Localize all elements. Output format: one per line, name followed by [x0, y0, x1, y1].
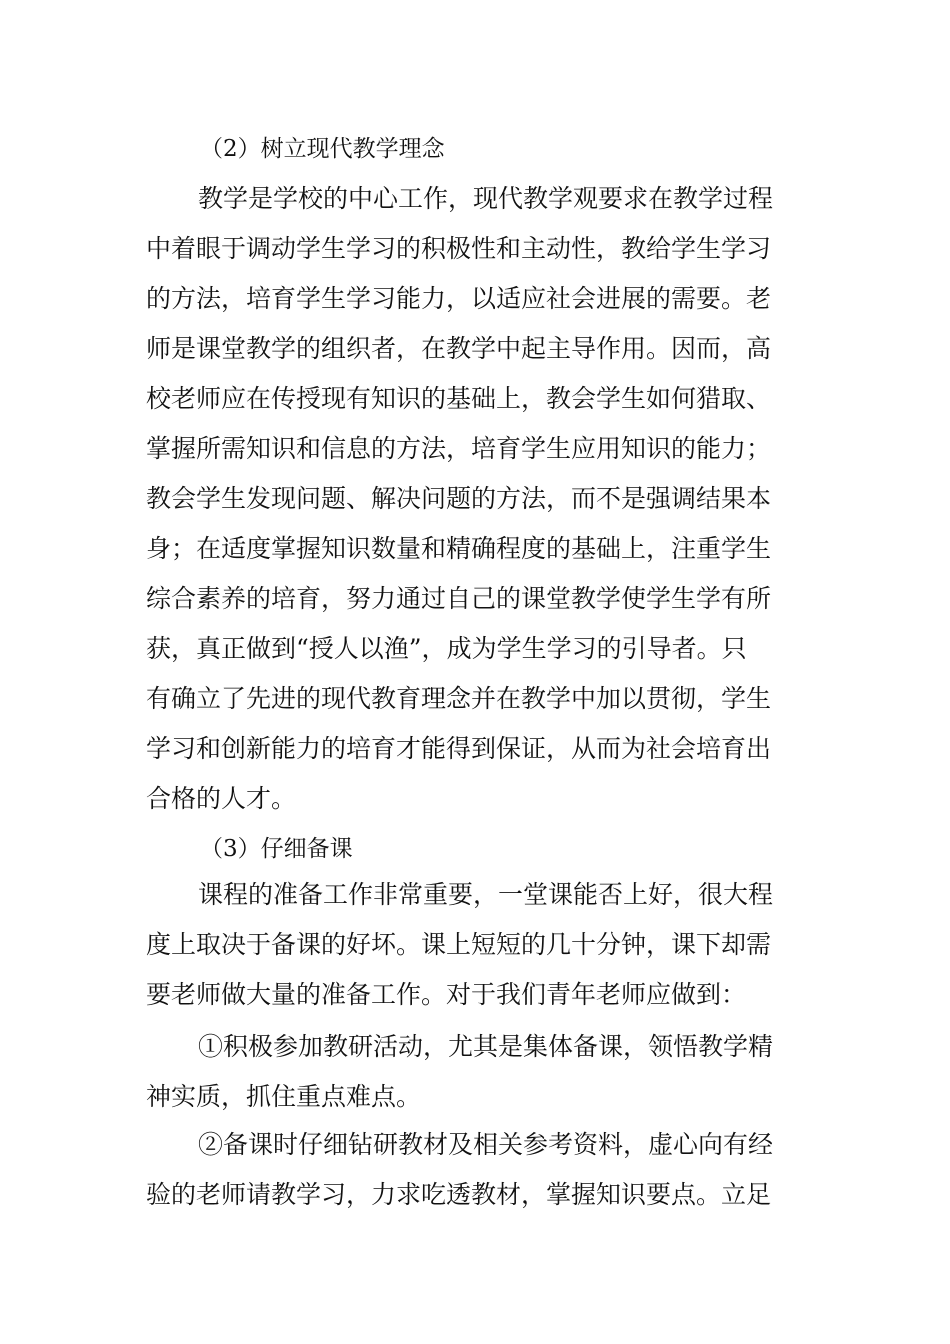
paragraph-line: 获，真正做到“授人以渔”，成为学生学习的引导者。只 [146, 634, 747, 663]
paragraph-line: 度上取决于备课的好坏。课上短短的几十分钟，课下却需 [146, 930, 772, 959]
paragraph-line: 掌握所需知识和信息的方法，培育学生应用知识的能力； [146, 434, 772, 463]
paragraph-teaching-philosophy [146, 174, 806, 824]
paragraph-line: 教学是学校的中心工作，现代教学观要求在教学过程 [198, 184, 774, 213]
paragraph-line: 课程的准备工作非常重要，一堂课能否上好，很大程 [198, 880, 774, 909]
paragraph-line: 合格的人才。 [146, 784, 297, 813]
paragraph-line: 师是课堂教学的组织者，在教学中起主导作用。因而，高 [146, 334, 772, 363]
paragraph-line: 验的老师请教学习，力求吃透教材，掌握知识要点。立足 [146, 1180, 772, 1209]
paragraph-line: 教会学生发现问题、解决问题的方法，而不是强调结果本 [146, 484, 772, 513]
section-heading-2: （2）树立现代教学理念 [200, 136, 445, 162]
paragraph-line: 的方法，培育学生学习能力，以适应社会进展的需要。老 [146, 284, 772, 313]
paragraph-line: 学习和创新能力的培育才能得到保证，从而为社会培育出 [146, 734, 772, 763]
paragraph-line: ①积极参加教研活动，尤其是集体备课，领悟教学精 [198, 1032, 774, 1061]
paragraph-line: 要老师做大量的准备工作。对于我们青年老师应做到： [146, 980, 747, 1009]
list-item-2 [146, 1120, 806, 1220]
paragraph-line: 综合素养的培育，努力通过自己的课堂教学使学生学有所 [146, 584, 772, 613]
paragraph-lesson-preparation [146, 870, 806, 1020]
paragraph-line: 身；在适度掌握知识数量和精确程度的基础上，注重学生 [146, 534, 772, 563]
section-heading-3: （3）仔细备课 [200, 836, 353, 862]
paragraph-line: 校老师应在传授现有知识的基础上，教会学生如何猎取、 [146, 384, 772, 413]
paragraph-line: 中着眼于调动学生学习的积极性和主动性，教给学生学习 [146, 234, 772, 263]
paragraph-line: ②备课时仔细钻研教材及相关参考资料，虚心向有经 [198, 1130, 774, 1159]
paragraph-line: 有确立了先进的现代教育理念并在教学中加以贯彻，学生 [146, 684, 772, 713]
paragraph-line: 神实质，抓住重点难点。 [146, 1082, 422, 1111]
list-item-1 [146, 1022, 806, 1122]
